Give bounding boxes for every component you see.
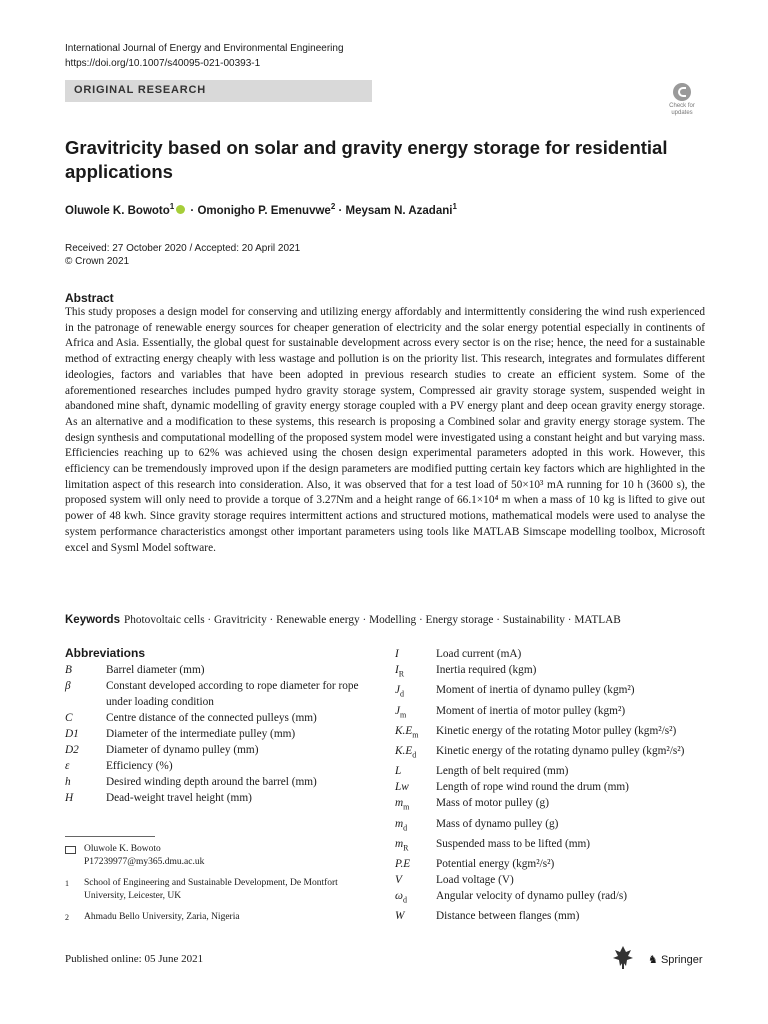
- journal-name: International Journal of Energy and Environmental Engineering: [65, 43, 344, 54]
- abbreviation-symbol: L: [395, 765, 402, 778]
- abbreviations-heading: Abbreviations: [65, 646, 146, 660]
- abbreviation-row: [395, 908, 695, 924]
- copyright: © Crown 2021: [65, 256, 130, 267]
- abbreviation-definition: Constant developed according to rope diameter for rope under loading condition: [106, 680, 359, 708]
- abbreviation-symbol: $J_m$: [395, 704, 407, 719]
- published-online: Published online: 05 June 2021: [65, 953, 204, 965]
- keywords-label: Keywords: [65, 614, 120, 626]
- tree-logo-icon: [612, 944, 634, 970]
- abbreviation-definition: Angular velocity of dynamo pulley (rad/s): [436, 890, 628, 902]
- abbreviation-row: [395, 779, 695, 795]
- abbreviation-definition: Mass of motor pulley (g): [436, 797, 549, 810]
- abbreviation-row: [65, 678, 375, 710]
- abbreviation-row: [395, 816, 695, 836]
- abbreviation-symbol: $\omega_d$: [395, 890, 407, 905]
- footnotes: [65, 843, 365, 932]
- abbreviation-definition: Moment of inertia of dynamo pulley (kgm²): [436, 684, 635, 697]
- orcid-icon[interactable]: [176, 205, 185, 214]
- abbreviation-definition: Suspended mass to be lifted (mm): [436, 837, 591, 850]
- check-updates-icon: [673, 83, 691, 101]
- abbreviation-definition: Kinetic energy of the rotating dynamo pulley (kgm²/s²): [436, 745, 685, 757]
- abbreviation-definition: Inertia required (kgm): [436, 664, 537, 676]
- abbreviation-symbol: $K.E_d$: [395, 745, 417, 760]
- abbreviation-row: [395, 872, 695, 888]
- abbreviation-row: [395, 662, 695, 682]
- keywords-text: Photovoltaic cells · Gravitricity · Renewable energy · Modelling · Energy storage · Sustainability · MATLAB: [123, 614, 621, 626]
- abbreviation-definition: Length of belt required (mm): [436, 765, 569, 778]
- abbreviation-symbol: $I_R$: [395, 664, 405, 679]
- keywords: [65, 614, 725, 626]
- abbreviation-definition: Mass of dynamo pulley (g): [436, 817, 559, 830]
- abbreviation-symbol: C: [65, 712, 73, 724]
- check-for-updates-badge[interactable]: [662, 83, 702, 123]
- author-3[interactable]: Meysam N. Azadani: [345, 204, 453, 217]
- abbreviation-definition: Diameter of dynamo pulley (mm): [106, 744, 259, 756]
- abstract-heading: Abstract: [65, 291, 114, 305]
- abbreviation-row: [395, 763, 695, 779]
- author-2[interactable]: Omonigho P. Emenuvwe: [197, 204, 331, 217]
- abstract-text: This study proposes a design model for conserving and utilizing energy affordably and intermittently considering the wind rush experienced in the patronage of renewable energy sources for cheaper generation of electricity and the solar energy potential especially in continents of Africa and Asia. Essentially, the global quest for sustainable development across every sector is on the rise; hence, the need for a sustainable method of extracting energy cheaply with less wastage and pollution is on the priority list. This research, integrates and formulates different ideologies, factors and variables that have been adopted in previous research studies to create an efficient system. Some of the aforementioned researches includes pumped hydro gravity storage system, Compressed air gravity storage system, suspended weight in abandoned mine shaft, dynamic modelling of gravity energy storage coupled with a PV energy plant and deep ocean gravity energy storage. As an alternative and a modification to these systems, this research is proposing a Combined solar and gravity energy storage system. The design synthesis and computational modelling of the proposed system model were investigated using a constant height and but varying mass. Efficiencies reaching up to 62% was achieved using the chosen design experimental parameters adopted in this work. However, this efficiency can be tremendously improved upon if the design parameters are modified putting certain key factors which are highlighted in the limitation aspect of this research into consideration. Also, it was observed that for a test load of 50×10³ mA running for 10 h (3600 s), the proposed system will only need to provide a torque of 3.27Nm and a height range of 66.1×10⁴ m when a mass of 10 kg is lifted to give out power of 48 kwh. Since gravity storage requires intermittent actions and structured motions, mathematical models were used to analyse the system performance characteristics amongst other important parameters using tools like MATLAB Simscape modelling toolbox, Microsoft excel and Sysml Model software.: [65, 306, 705, 554]
- abbreviation-symbol: $K.E_m$: [395, 724, 419, 739]
- abbreviation-definition: Dead-weight travel height (mm): [106, 792, 252, 804]
- corresponding-author: [65, 843, 365, 869]
- abbreviation-definition: Length of rope wind round the drum (mm): [436, 781, 629, 794]
- abbreviation-row: [395, 856, 695, 872]
- footnote-separator: [65, 836, 155, 837]
- affiliation-1-text: School of Engineering and Sustainable Development, De Montfort University, Leicester, UK: [84, 878, 338, 901]
- abbreviation-symbol: V: [395, 874, 402, 886]
- abbreviation-symbol: Lw: [395, 781, 409, 794]
- check-updates-label: Check for updates: [669, 103, 695, 116]
- abbreviation-definition: Moment of inertia of motor pulley (kgm²): [436, 704, 626, 717]
- abbreviation-symbol: W: [395, 910, 405, 923]
- article-type-banner: [65, 80, 372, 102]
- springer-label: Springer: [660, 954, 703, 966]
- abbreviation-symbol: P.E: [395, 858, 411, 870]
- abbreviation-row: [395, 703, 695, 723]
- author-3-affil: 1: [452, 202, 457, 211]
- abbreviation-row: [395, 795, 695, 815]
- abbreviation-symbol: B: [65, 664, 72, 676]
- abbreviation-symbol: D1: [65, 728, 79, 740]
- article-dates: [65, 242, 300, 268]
- abbreviation-row: [65, 662, 375, 678]
- abbreviation-definition: Desired winding depth around the barrel (mm): [106, 776, 317, 788]
- envelope-icon: [65, 846, 76, 854]
- abbreviation-symbol: D2: [65, 744, 79, 756]
- affiliation-1-mark: 1: [65, 879, 69, 888]
- abbreviation-symbol: β: [65, 680, 71, 692]
- abbreviation-definition: Diameter of the intermediate pulley (mm): [106, 728, 296, 740]
- springer-horse-icon: ♞: [648, 954, 658, 966]
- affiliation-2-mark: 2: [65, 913, 69, 922]
- abbreviation-definition: Load voltage (V): [436, 874, 514, 886]
- abbreviation-row: [395, 888, 695, 908]
- abbreviations-right: [395, 646, 695, 924]
- author-2-affil: 2: [330, 202, 336, 211]
- corr-name: Oluwole K. Bowoto: [84, 844, 161, 854]
- affiliation-2: [65, 911, 365, 924]
- abbreviation-definition: Barrel diameter (mm): [106, 664, 205, 676]
- author-1-affil: 1: [169, 202, 175, 211]
- author-sep: ·: [187, 204, 198, 217]
- springer-brand[interactable]: [648, 953, 703, 966]
- abbreviation-symbol: $J_d$: [395, 684, 405, 699]
- paper-title: Gravitricity based on solar and gravity energy storage for residential applications: [65, 137, 668, 182]
- abbreviation-definition: Kinetic energy of the rotating Motor pulley (kgm²/s²): [436, 724, 677, 737]
- abbreviation-definition: Efficiency (%): [106, 760, 173, 772]
- abbreviations-left: [65, 662, 375, 806]
- abbreviation-symbol: h: [65, 776, 71, 788]
- abbreviation-definition: Potential energy (kgm²/s²): [436, 858, 555, 870]
- abbreviation-symbol: I: [395, 648, 399, 660]
- abbreviation-definition: Distance between flanges (mm): [436, 910, 580, 923]
- abbreviation-row: [65, 790, 375, 806]
- abbreviation-row: [65, 774, 375, 790]
- author-1[interactable]: Oluwole K. Bowoto: [65, 204, 170, 217]
- author-list: [65, 202, 457, 217]
- abbreviation-row: [65, 742, 375, 758]
- received-accepted: Received: 27 October 2020 / Accepted: 20 April 2021: [65, 243, 301, 254]
- abbreviation-definition: Centre distance of the connected pulleys (mm): [106, 712, 317, 724]
- abbreviation-row: [395, 743, 695, 763]
- corr-email[interactable]: P17239977@my365.dmu.ac.uk: [84, 857, 205, 867]
- abbreviation-symbol: $m_R$: [395, 837, 409, 852]
- doi-link[interactable]: https://doi.org/10.1007/s40095-021-00393-1: [65, 58, 261, 69]
- abbreviation-symbol: $m_m$: [395, 797, 410, 812]
- article-type: ORIGINAL RESEARCH: [74, 84, 206, 96]
- affiliation-2-text: Ahmadu Bello University, Zaria, Nigeria: [84, 912, 240, 922]
- abbreviation-row: [395, 646, 695, 662]
- abbreviation-row: [65, 758, 375, 774]
- affiliation-1: [65, 877, 365, 903]
- abbreviation-row: [395, 723, 695, 743]
- abbreviation-symbol: ε: [65, 760, 70, 772]
- abbreviation-symbol: $m_d$: [395, 817, 408, 832]
- journal-header: [65, 41, 344, 71]
- author-sep: ·: [335, 204, 346, 217]
- abbreviation-definition: Load current (mA): [436, 648, 522, 660]
- abbreviation-row: [65, 726, 375, 742]
- abbreviation-symbol: H: [65, 792, 74, 804]
- abbreviation-row: [395, 682, 695, 702]
- abbreviation-row: [395, 836, 695, 856]
- abbreviation-row: [65, 710, 375, 726]
